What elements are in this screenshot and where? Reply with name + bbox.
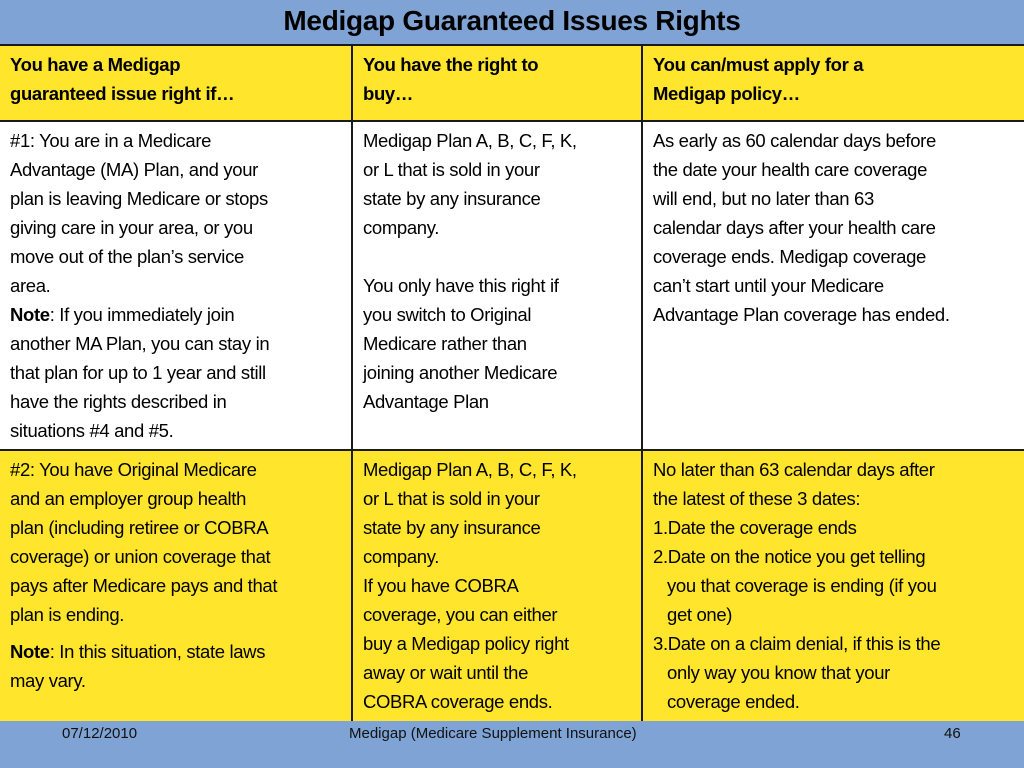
cell-text-line	[363, 387, 633, 416]
line-text: pays after Medicare pays and that	[10, 575, 278, 596]
cell-text-line	[10, 271, 343, 300]
cell-text-line	[10, 126, 343, 155]
note-label: Note	[10, 641, 50, 662]
line-text: : In this situation, state laws	[49, 641, 266, 662]
cell-text-line	[363, 658, 633, 687]
line-text: coverage ends. Medigap coverage	[653, 246, 927, 267]
header-line: guaranteed issue right if…	[10, 83, 235, 104]
line-text: and an employer group health	[10, 488, 247, 509]
cell-text-line	[10, 184, 343, 213]
cell-text-line	[363, 329, 633, 358]
cell-text-line	[10, 213, 343, 242]
line-text: Medigap Plan A, B, C, F, K,	[363, 130, 577, 151]
line-text: get one)	[667, 604, 733, 625]
line-text: the date your health care coverage	[653, 159, 928, 180]
cell-text-line	[363, 629, 633, 658]
line-text: only way you know that your	[667, 662, 890, 683]
line-text: 1.Date the coverage ends	[653, 517, 857, 538]
cell-text-line	[653, 600, 1016, 629]
header-cell	[352, 45, 642, 121]
guaranteed-issue-rights-table	[0, 44, 1024, 721]
cell-text-line	[363, 300, 633, 329]
line-text: situations #4 and #5.	[10, 420, 174, 441]
table-cell	[642, 450, 1024, 721]
cell-text-line	[653, 126, 1016, 155]
line-text: the latest of these 3 dates:	[653, 488, 861, 509]
line-text: have the rights described in	[10, 391, 227, 412]
cell-text-line	[10, 571, 343, 600]
paragraph-gap	[363, 242, 633, 271]
cell-text-line	[363, 687, 633, 716]
footer-date: 07/12/2010	[62, 725, 138, 742]
table-row	[0, 121, 1024, 450]
line-text: coverage) or union coverage that	[10, 546, 271, 567]
line-text: buy a Medigap policy right	[363, 633, 569, 654]
line-text: If you have COBRA	[363, 575, 519, 596]
line-text: away or wait until the	[363, 662, 529, 683]
line-text: coverage, you can either	[363, 604, 558, 625]
table-cell	[352, 450, 642, 721]
cell-text-line	[363, 184, 633, 213]
line-text: will end, but no later than 63	[653, 188, 874, 209]
line-text: Advantage (MA) Plan, and your	[10, 159, 258, 180]
cell-text-line	[10, 484, 343, 513]
line-text: You only have this right if	[363, 275, 559, 296]
header-line: You can/must apply for a	[653, 54, 864, 75]
line-text: 3.Date on a claim denial, if this is the	[653, 633, 941, 654]
cell-text-line	[363, 513, 633, 542]
cell-text-line	[653, 271, 1016, 300]
line-text: state by any insurance	[363, 517, 541, 538]
line-text: can’t start until your Medicare	[653, 275, 884, 296]
cell-text-line	[10, 242, 343, 271]
line-text: move out of the plan’s service	[10, 246, 244, 267]
table-header-row	[0, 45, 1024, 121]
table-row	[0, 450, 1024, 721]
cell-text-line	[653, 629, 1016, 658]
cell-text-line	[10, 600, 343, 629]
header-line: You have a Medigap	[10, 54, 181, 75]
cell-text-line	[653, 687, 1016, 716]
line-text: or L that is sold in your	[363, 159, 540, 180]
line-text: Advantage Plan	[363, 391, 489, 412]
cell-text-line	[10, 542, 343, 571]
table-cell	[352, 121, 642, 450]
line-text: plan is leaving Medicare or stops	[10, 188, 268, 209]
cell-text-line	[363, 271, 633, 300]
cell-text-line	[653, 184, 1016, 213]
cell-text-line	[653, 455, 1016, 484]
line-text: or L that is sold in your	[363, 488, 540, 509]
line-text: another MA Plan, you can stay in	[10, 333, 270, 354]
line-text: plan (including retiree or COBRA	[10, 517, 269, 538]
cell-text-line	[653, 213, 1016, 242]
cell-text-line	[363, 600, 633, 629]
line-text: state by any insurance	[363, 188, 541, 209]
note-label: Note	[10, 304, 50, 325]
cell-text-line	[10, 300, 343, 329]
line-text: #1: You are in a Medicare	[10, 130, 212, 151]
cell-text-line	[10, 329, 343, 358]
slide-title: Medigap Guaranteed Issues Rights	[283, 5, 741, 36]
header-cell	[642, 45, 1024, 121]
cell-text-line	[10, 666, 343, 695]
cell-text-line	[10, 455, 343, 484]
table-cell	[642, 121, 1024, 450]
line-text: Advantage Plan coverage has ended.	[653, 304, 950, 325]
line-text: giving care in your area, or you	[10, 217, 253, 238]
header-line: You have the right to	[363, 54, 539, 75]
cell-text-line	[363, 484, 633, 513]
line-text: : If you immediately join	[49, 304, 235, 325]
paragraph-gap	[10, 629, 343, 637]
cell-text-line	[363, 213, 633, 242]
line-text: you that coverage is ending (if you	[667, 575, 937, 596]
cell-text-line	[363, 542, 633, 571]
header-cell	[0, 45, 352, 121]
line-text: COBRA coverage ends.	[363, 691, 553, 712]
line-text: may vary.	[10, 670, 86, 691]
cell-text-line	[363, 155, 633, 184]
cell-text-line	[653, 300, 1016, 329]
footer-title: Medigap (Medicare Supplement Insurance)	[349, 725, 637, 742]
line-text: plan is ending.	[10, 604, 125, 625]
line-text: Medicare rather than	[363, 333, 527, 354]
cell-text-line	[363, 455, 633, 484]
cell-text-line	[653, 571, 1016, 600]
cell-text-line	[363, 358, 633, 387]
cell-text-line	[10, 155, 343, 184]
line-text: Medigap Plan A, B, C, F, K,	[363, 459, 577, 480]
cell-text-line	[363, 126, 633, 155]
line-text: coverage ended.	[667, 691, 800, 712]
table-cell	[0, 450, 352, 721]
cell-text-line	[653, 513, 1016, 542]
cell-text-line	[653, 242, 1016, 271]
cell-text-line	[653, 484, 1016, 513]
cell-text-line	[10, 387, 343, 416]
cell-text-line	[653, 542, 1016, 571]
line-text: 2.Date on the notice you get telling	[653, 546, 926, 567]
line-text: that plan for up to 1 year and still	[10, 362, 266, 383]
cell-text-line	[363, 571, 633, 600]
cell-text-line	[10, 637, 343, 666]
line-text: joining another Medicare	[363, 362, 558, 383]
header-line: buy…	[363, 83, 413, 104]
line-text: you switch to Original	[363, 304, 532, 325]
line-text: company.	[363, 217, 440, 238]
slide-footer	[0, 716, 1024, 768]
line-text: calendar days after your health care	[653, 217, 936, 238]
table-cell	[0, 121, 352, 450]
line-text: No later than 63 calendar days after	[653, 459, 935, 480]
header-line: Medigap policy…	[653, 83, 800, 104]
line-text: area.	[10, 275, 51, 296]
cell-text-line	[653, 658, 1016, 687]
cell-text-line	[10, 513, 343, 542]
line-text: company.	[363, 546, 440, 567]
cell-text-line	[10, 416, 343, 445]
cell-text-line	[10, 358, 343, 387]
line-text: #2: You have Original Medicare	[10, 459, 257, 480]
cell-text-line	[653, 155, 1016, 184]
line-text: As early as 60 calendar days before	[653, 130, 936, 151]
slide-number: 46	[944, 725, 961, 742]
